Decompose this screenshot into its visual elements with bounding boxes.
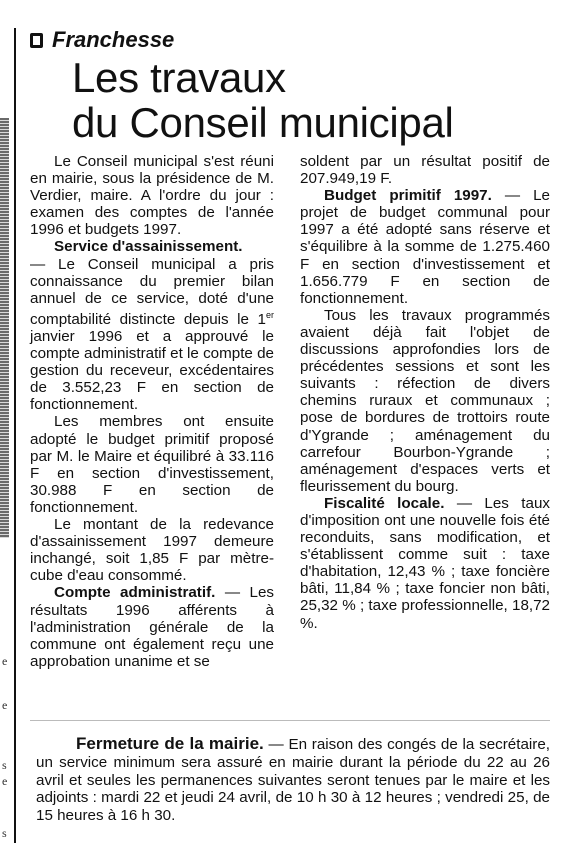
headline-line-1: Les travaux bbox=[72, 54, 286, 101]
edge-fragment: s bbox=[2, 826, 7, 840]
closure-text: — En raison des congés de la secrétaire, un service minimum sera assuré en mairie durant la période du 22 au 26 avril et seules les permanences suivantes seront tenues par le maire et les adjoints : mardi 22 et jeudi 24 avril, de 10 h 30 à 12 heures ; vendredi 25, de 15 heures à 16 h 30. bbox=[36, 736, 550, 825]
headline-line-2: du Conseil municipal bbox=[72, 99, 454, 146]
kicker-text: Franchesse bbox=[52, 27, 175, 52]
paragraph bbox=[30, 584, 274, 669]
paragraph-text: Tous les travaux programmés avaient déjà fait l'objet de discussions approfondies lors de précédentes sessions et sont les suivants : réfection de divers chemins ruraux et communaux ; pose de bordures de trottoirs route d'Ygrande ; aménagement du carrefour Bourbon-Ygrande ; aménagement d'espaces verts et fleurissement du bourg. bbox=[300, 306, 550, 495]
paragraph-text: soldent par un résultat positif de 207.949,19 F. bbox=[300, 153, 550, 188]
paragraph bbox=[30, 153, 274, 238]
subheading: Service d'assainissement. bbox=[54, 238, 243, 256]
closure-notice bbox=[36, 735, 550, 825]
article-headline bbox=[72, 55, 553, 145]
column-left bbox=[30, 153, 274, 670]
paragraph bbox=[300, 187, 550, 307]
paragraph bbox=[30, 238, 274, 413]
column-rule bbox=[14, 28, 16, 843]
article bbox=[30, 26, 553, 670]
adjacent-page-strip bbox=[0, 118, 9, 538]
edge-fragment: e bbox=[2, 774, 8, 788]
paragraph-text: — Les résultats 1996 afférents à l'administration générale de la commune ont également reçu une approbation unanime et se bbox=[30, 584, 274, 670]
paragraph-text: Le montant de la redevance d'assainissement 1997 demeure inchangé, soit 1,85 F par mètre-cube d'eau consommé. bbox=[30, 516, 274, 585]
subheading: Fiscalité locale. bbox=[324, 494, 445, 512]
article-kicker bbox=[30, 26, 553, 54]
paragraph-text: janvier 1996 et a approuvé le compte administratif et le compte de gestion du receveur, excédentaires de 3.552,23 F en section de fonctionnement. bbox=[30, 328, 274, 414]
edge-fragment: e bbox=[2, 654, 8, 668]
section-divider bbox=[30, 720, 550, 721]
paragraph-text: — Le projet de budget communal pour 1997 a été adopté sans réserve et s'équilibre à la somme de 1.275.460 F en section d'investissement et 1.656.779 F en section de fonctionnement. bbox=[300, 187, 550, 307]
subheading: Compte administratif. bbox=[54, 584, 216, 602]
paragraph bbox=[300, 495, 550, 632]
paragraph bbox=[30, 413, 274, 516]
paragraph bbox=[300, 307, 550, 495]
edge-fragment: s bbox=[2, 758, 7, 772]
edge-fragment: e bbox=[2, 698, 8, 712]
superscript: er bbox=[265, 309, 274, 320]
article-body bbox=[30, 153, 553, 670]
closure-heading: Fermeture de la mairie. bbox=[76, 734, 264, 753]
paragraph-text: Les membres ont ensuite adopté le budget primitif proposé par M. le Maire et équilibré à 33.116 F en section d'investissement, 30.988 F en section de fonctionnement. bbox=[30, 413, 274, 516]
subheading: Budget primitif 1997. bbox=[324, 187, 492, 205]
column-right bbox=[300, 153, 550, 670]
adjacent-column-fragments bbox=[0, 640, 12, 860]
paragraph bbox=[300, 153, 550, 187]
paragraph-text: Le Conseil municipal s'est réuni en mairie, sous la présidence de M. Verdier, maire. A l'ordre du jour : examen des comptes de l'année 1996 et budgets 1997. bbox=[30, 153, 274, 239]
paragraph bbox=[30, 516, 274, 584]
square-box-icon bbox=[30, 33, 43, 48]
paragraph-text: — Les taux d'imposition ont une nouvelle fois été reconduits, sans modification, et s'établissent comme suit : taxe d'habitation, 12,43 % ; taxe foncière bâti, 11,84 % ; taxe foncier non bâti, 25,32 % ; taxe professionnelle, 18,72 %. bbox=[300, 494, 550, 632]
paragraph-text: — Le Conseil municipal a pris connaissance du premier bilan annuel de ce service, doté d'une comptabilité distincte depuis le 1 bbox=[30, 255, 274, 328]
